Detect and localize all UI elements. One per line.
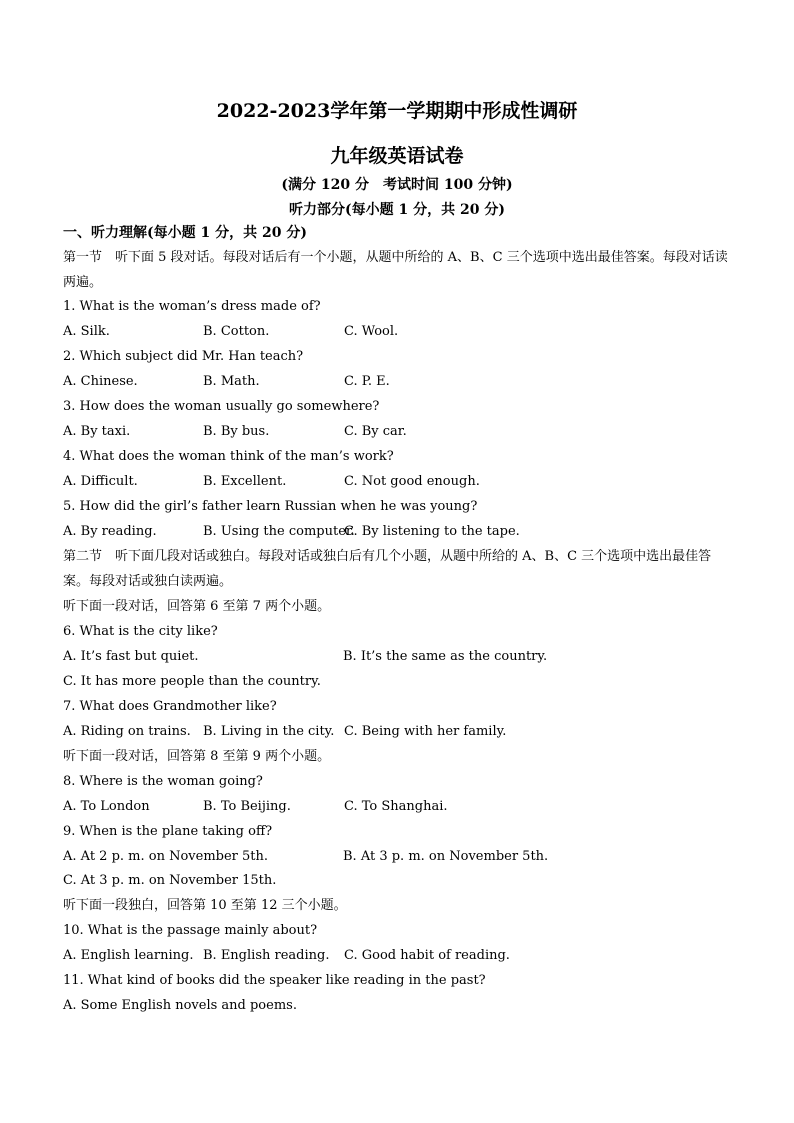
part2-instruction: 第二节 听下面几段对话或独白。每段对话或独白后有几个小题，从题中所给的 A、B、C 三个选项中选出最佳答案。每段对话或独白读两遍。: [63, 549, 712, 589]
q11-option-a: A. Some English novels and poems.: [63, 998, 297, 1013]
question-2: 2. Which subject did Mr. Han teach?: [63, 349, 304, 364]
q1-option-b: B. Cotton.: [203, 324, 270, 339]
part1-instruction: 第一节 听下面 5 段对话。每段对话后有一个小题，从题中所给的 A、B、C 三个选项中选出最佳答案。每段对话读两遍。: [63, 250, 728, 290]
q3-option-c: C. By car.: [344, 424, 407, 439]
q6-option-c: C. It has more people than the country.: [63, 674, 321, 689]
q6-option-b: B. It’s the same as the country.: [343, 649, 548, 664]
section-heading: 一、听力理解(每小题 1 分，共 20 分): [63, 225, 307, 241]
q1-option-a: A. Silk.: [63, 324, 110, 339]
question-8: 8. Where is the woman going?: [63, 774, 263, 789]
question-5: 5. How did the girl’s father learn Russian when he was young?: [63, 499, 478, 514]
q8-option-a: A. To London: [63, 799, 150, 814]
q3-option-b: B. By bus.: [203, 424, 270, 439]
question-9: 9. When is the plane taking off?: [63, 824, 273, 839]
question-7: 7. What does Grandmother like?: [63, 699, 277, 714]
q8-option-b: B. To Beijing.: [203, 799, 291, 814]
question-10: 10. What is the passage mainly about?: [63, 923, 318, 938]
q7-option-a: A. Riding on trains.: [63, 724, 191, 739]
q3-option-a: A. By taxi.: [63, 424, 131, 439]
exam-title: 2022-2023学年第一学期期中形成性调研: [216, 100, 578, 122]
monologue-instruction: 听下面一段独白，回答第 10 至第 12 三个小题。: [63, 898, 347, 913]
question-11: 11. What kind of books did the speaker like reading in the past?: [63, 973, 486, 988]
q5-option-c: C. By listening to the tape.: [344, 524, 520, 539]
q9-option-a: A. At 2 p. m. on November 5th.: [63, 849, 269, 864]
q9-option-c: C. At 3 p. m. on November 15th.: [63, 873, 277, 888]
q2-option-c: C. P. E.: [344, 374, 390, 389]
question-4: 4. What does the woman think of the man’s work?: [63, 449, 394, 464]
q10-option-b: B. English reading.: [203, 948, 330, 963]
q10-option-c: C. Good habit of reading.: [344, 948, 510, 963]
q4-option-a: A. Difficult.: [63, 474, 138, 489]
listening-part-title: 听力部分(每小题 1 分，共 20 分): [289, 202, 505, 218]
q5-option-b: B. Using the computer.: [203, 524, 355, 539]
dialog-instruction-1: 听下面一段对话，回答第 6 至第 7 两个小题。: [63, 599, 331, 614]
question-1: 1. What is the woman’s dress made of?: [63, 299, 321, 314]
q9-option-b: B. At 3 p. m. on November 5th.: [343, 849, 549, 864]
exam-subtitle: 九年级英语试卷: [330, 145, 464, 167]
score-time-note: (满分 120 分 考试时间 100 分钟): [281, 177, 513, 193]
q7-option-c: C. Being with her family.: [344, 724, 507, 739]
q1-option-c: C. Wool.: [344, 324, 399, 339]
q8-option-c: C. To Shanghai.: [344, 799, 448, 814]
q4-option-b: B. Excellent.: [203, 474, 287, 489]
question-6: 6. What is the city like?: [63, 624, 218, 639]
dialog-instruction-2: 听下面一段对话，回答第 8 至第 9 两个小题。: [63, 749, 331, 764]
q2-option-a: A. Chinese.: [63, 374, 138, 389]
q2-option-b: B. Math.: [203, 374, 260, 389]
q6-option-a: A. It’s fast but quiet.: [63, 649, 199, 664]
q4-option-c: C. Not good enough.: [344, 474, 480, 489]
q10-option-a: A. English learning.: [63, 948, 194, 963]
q5-option-a: A. By reading.: [63, 524, 157, 539]
question-3: 3. How does the woman usually go somewhere?: [63, 399, 380, 414]
q7-option-b: B. Living in the city.: [203, 724, 335, 739]
